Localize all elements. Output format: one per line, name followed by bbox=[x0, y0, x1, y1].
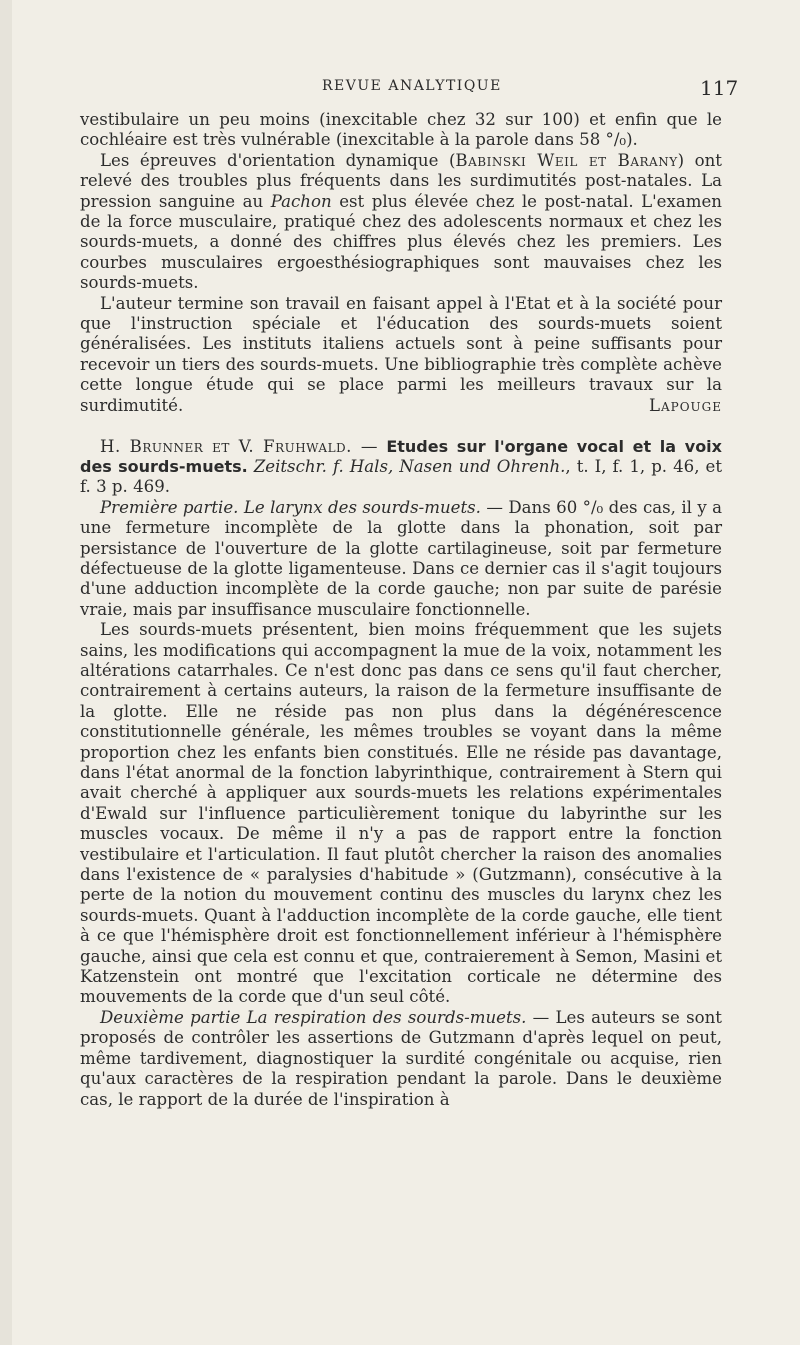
article-reference bbox=[80, 437, 722, 498]
author-names: Babinski Weil et Barany bbox=[455, 150, 678, 170]
paragraph-orientation bbox=[80, 151, 722, 294]
part1-paragraph-2: Les sourds-muets présentent, bien moins fréquemment que les sujets sains, les modifications qui accompagnent la mue de la voix, notamment les altérations catarrhales. Ce n'est donc pas dans ce sens qu'il faut chercher, contrairement à certains auteurs, la raison de la fermeture insuffisante de la glotte. Elle ne réside pas non plus dans la dégénérescence constitutionnelle générale, les mêmes troubles se voyant dans la même proportion chez les enfants bien constitués. Elle ne réside pas davantage, dans l'état anormal de la fonction labyrinthique, contrairement à Stern qui avait cherché à appliquer aux sourds-muets les relations expérimentales d'Ewald sur l'influence particulièrement tonique du labyrinthe sur les muscles vocaux. De même il n'y a pas de rapport entre la fonction vestibulaire et l'articulation. Il faut plutôt chercher la raison des anomalies dans l'existence de « paralysies d'habitude » (Gutzmann), consécutive à la perte de la notion du mouvement continu des muscles du larynx chez les sourds-muets. Quant à l'adduction incomplète de la corde gauche, elle tient à ce que l'hémisphère droit est fonctionnellement inférieur à l'hémisphère gauche, ainsi que cela est connu et que, contraierement à Semon, Masini et Katzenstein ont montré que l'excitation corticale ne détermine des mouvements de la corde que d'un seul côté. bbox=[80, 620, 722, 1007]
part2-heading: Deuxième partie La respiration des sourds-muets. bbox=[100, 1007, 527, 1027]
reference-title: Etudes sur l'organe vocal et la voix des sourds-muets. bbox=[80, 436, 722, 476]
running-title: REVUE ANALYTIQUE bbox=[322, 78, 502, 94]
page-number: 117 bbox=[700, 76, 739, 100]
part1-paragraph bbox=[80, 498, 722, 620]
book-page bbox=[12, 0, 800, 1345]
pachon-term: Pachon bbox=[270, 191, 332, 211]
paragraph-text: Les épreuves d'orientation dynamique ( bbox=[100, 150, 456, 170]
reference-journal: Zeitschr. f. Hals, Nasen und Ohrenh. bbox=[253, 456, 566, 476]
paragraph-conclusion: L'auteur termine son travail en faisant appel à l'Etat et à la société pour que l'instruction spéciale et l'éducation des sourds-muets soient généralisées. Les instituts italiens actuels sont à peine suffisants pour recevoir un tiers des sourds-muets. Une bibliographie très complète achève cette longue étude qui se place parmi les meilleurs travaux sur la surdimutité. bbox=[80, 293, 722, 415]
part2-paragraph bbox=[80, 1008, 722, 1110]
page-header bbox=[12, 76, 800, 100]
paragraph-text: — Les auteurs se sont proposés de contrôler les assertions de Gutzmann d'après lequel on peut, même tardivement, diagnostiquer la surdité congénitale ou acquise, rien qu'aux caractères de la respiration pendant la parole. Dans le deuxième cas, le rapport de la durée de l'inspiration à bbox=[80, 1007, 722, 1109]
part1-heading: Première partie. Le larynx des sourds-muets. bbox=[100, 497, 481, 517]
reference-authors: H. Brunner et V. Fruhwald. — bbox=[100, 436, 378, 456]
paragraph-vestibulaire: vestibulaire un peu moins (inexcitable chez 32 sur 100) et enfin que le cochléaire est très vulnérable (inexcitable à la parole dans 58 °/₀). bbox=[80, 110, 722, 150]
paragraph-text: — Dans 60 °/₀ des cas, il y a une fermeture incomplète de la glotte dans la phonation, soit par persistance de l'ouverture de la glotte cartilagineuse, soit par fermeture défectueuse de la glotte ligamenteuse. Dans ce dernier cas il s'agit toujours d'une adduction incomplète de la corde gauche; non par suite de parésie vraie, mais par insuffisance musculaire fonctionnelle. bbox=[80, 497, 723, 619]
page-body bbox=[80, 110, 722, 1110]
reference-details: , t. I, f. 1, p. 46, et f. 3 p. 469. bbox=[80, 456, 722, 497]
paragraph-text: est plus élevée chez le post-natal. L'examen de la force musculaire, pratiqué chez des adolescents normaux et chez les sourds-muets, a donné des chiffres plus élevés chez les premiers. Les courbes musculaires ergoesthésiographiques sont mauvaises chez les sourds-muets. bbox=[80, 191, 722, 293]
paragraph-text: ) ont relevé des troubles plus fréquents dans les surdimutités post-natales. La pression sanguine au bbox=[80, 150, 722, 211]
review-signature: Lapouge bbox=[648, 396, 722, 416]
